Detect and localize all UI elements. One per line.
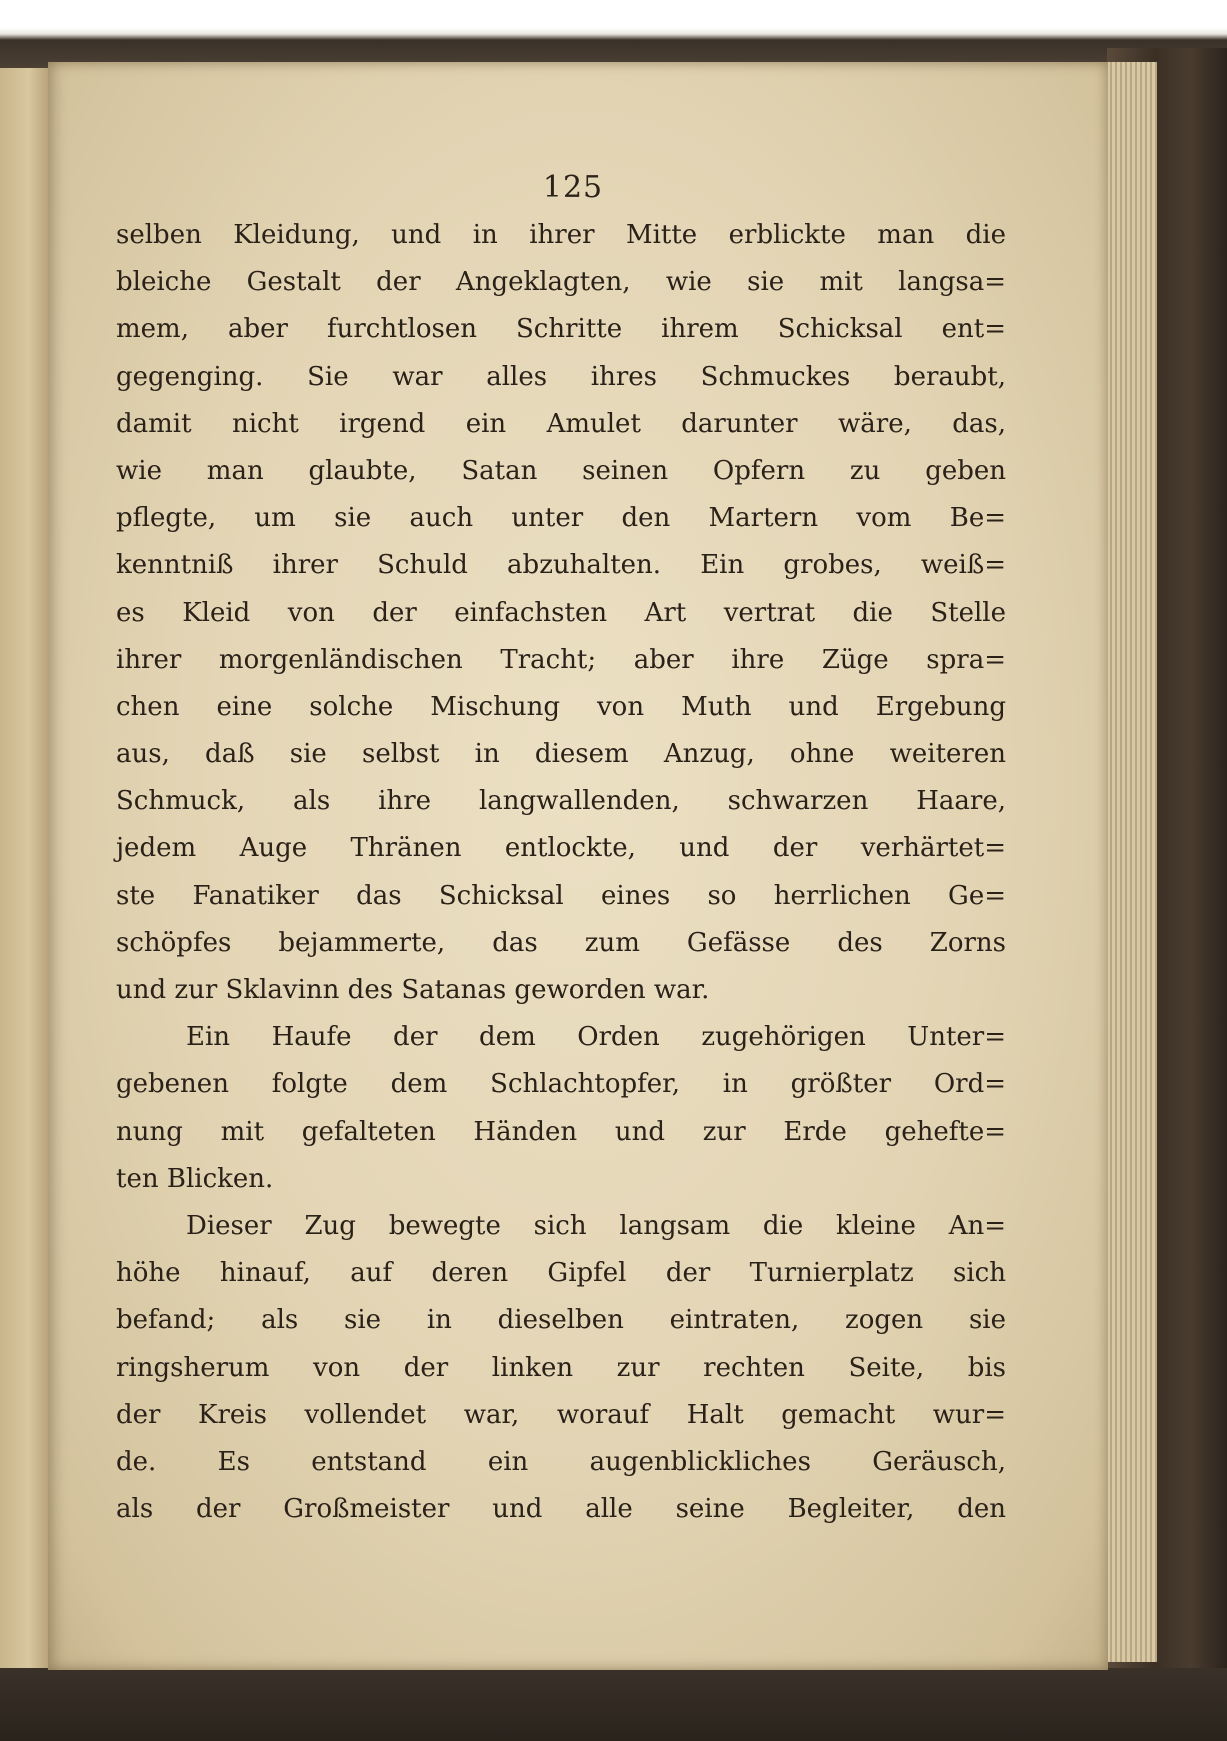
text-line: höhe hinauf, auf deren Gipfel der Turnierplatz sich [116, 1258, 1006, 1289]
text-line: selben Kleidung, und in ihrer Mitte erblickte man die [116, 220, 1006, 250]
text-line: gebenen folgte dem Schlachtopfer, in größter Ord= [116, 1069, 1006, 1100]
page-text [116, 212, 1006, 1533]
text-line: Dieser Zug bewegte sich langsam die kleine An= [186, 1210, 1006, 1241]
text-line: kenntniß ihrer Schuld abzuhalten. Ein grobes, weiß= [116, 550, 1006, 581]
text-line: mem, aber furchtlosen Schritte ihrem Schicksal ent= [116, 314, 1006, 345]
book-page [48, 62, 1108, 1670]
text-line: ste Fanatiker das Schicksal eines so herrlichen Ge= [116, 880, 1006, 911]
text-line: jedem Auge Thränen entlockte, und der verhärtet= [116, 833, 1006, 864]
text-line: ten Blicken. [116, 1163, 274, 1194]
text-line: nung mit gefalteten Händen und zur Erde gehefte= [116, 1116, 1006, 1147]
text-line: es Kleid von der einfachsten Art vertrat die Stelle [116, 597, 1006, 628]
book-cover-bottom [0, 1668, 1227, 1741]
text-line: bleiche Gestalt der Angeklagten, wie sie mit langsa= [116, 267, 1006, 298]
page-number: 125 [542, 170, 604, 205]
text-line: wie man glaubte, Satan seinen Opfern zu geben [116, 455, 1006, 486]
text-line: schöpfes bejammerte, das zum Gefässe des Zorns [116, 927, 1006, 958]
text-line: ihrer morgenländischen Tracht; aber ihre Züge spra= [116, 644, 1006, 675]
text-line: pflegte, um sie auch unter den Martern vom Be= [116, 503, 1006, 534]
text-line: gegenging. Sie war alles ihres Schmuckes beraubt, [116, 361, 1006, 392]
text-line: de. Es entstand ein augenblickliches Geräusch, [116, 1446, 1006, 1477]
text-line: befand; als sie in dieselben eintraten, zogen sie [116, 1305, 1006, 1336]
text-line: Schmuck, als ihre langwallenden, schwarzen Haare, [116, 786, 1006, 817]
text-line: der Kreis vollendet war, worauf Halt gemacht wur= [116, 1399, 1006, 1430]
text-line: und zur Sklavinn des Satanas geworden war. [116, 975, 710, 1005]
text-line: chen eine solche Mischung von Muth und Ergebung [116, 691, 1006, 722]
facing-page-edge [0, 68, 51, 1668]
text-line: aus, daß sie selbst in diesem Anzug, ohne weiteren [116, 739, 1006, 770]
text-line: Ein Haufe der dem Orden zugehörigen Unter= [186, 1022, 1006, 1053]
text-line: damit nicht irgend ein Amulet darunter wäre, das, [116, 408, 1006, 439]
text-line: als der Großmeister und alle seine Begleiter, den [116, 1494, 1006, 1525]
text-line: ringsherum von der linken zur rechten Seite, bis [116, 1352, 1006, 1383]
